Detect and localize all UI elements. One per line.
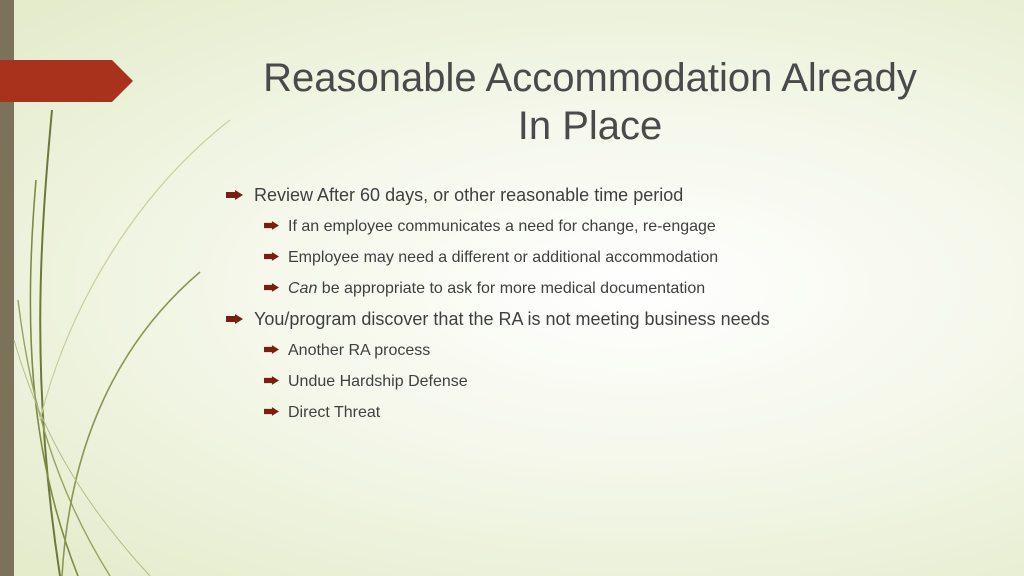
bullet-text (288, 280, 705, 298)
arrow-bullet-icon (264, 252, 279, 261)
bullet-text-rest: be appropriate to ask for more medical documentation (317, 279, 706, 297)
slide-title (230, 54, 950, 150)
sub-bullet-item (226, 211, 986, 242)
arrow-bullet-icon (226, 190, 243, 200)
title-line-1: Reasonable Accommodation Already (263, 56, 917, 100)
title-line-2: In Place (517, 104, 663, 148)
bullet-text: Undue Hardship Defense (288, 372, 468, 390)
sub-bullet-item (226, 397, 986, 428)
bullet-text: If an employee communicates a need for change, re-engage (288, 217, 716, 235)
title-accent-tab (0, 60, 133, 102)
sub-bullet-item (226, 366, 986, 397)
bullet-text: Direct Threat (288, 403, 381, 421)
bullet-item (226, 304, 986, 335)
emphasis-text: Can (288, 279, 318, 297)
sub-bullet-item (226, 242, 986, 273)
sub-bullet-item (226, 273, 986, 304)
arrow-bullet-icon (264, 283, 279, 292)
arrow-bullet-icon (264, 407, 279, 416)
sub-bullet-item (226, 335, 986, 366)
bullet-list (226, 180, 986, 428)
bullet-text: Another RA process (288, 341, 431, 359)
bullet-text: Employee may need a different or additional accommodation (288, 248, 719, 266)
arrow-bullet-icon (264, 345, 279, 354)
bullet-text: You/program discover that the RA is not meeting business needs (254, 309, 770, 329)
bullet-item (226, 180, 986, 211)
bullet-text: Review After 60 days, or other reasonable time period (254, 185, 684, 205)
arrow-bullet-icon (264, 221, 279, 230)
arrow-bullet-icon (264, 376, 279, 385)
arrow-bullet-icon (226, 314, 243, 324)
